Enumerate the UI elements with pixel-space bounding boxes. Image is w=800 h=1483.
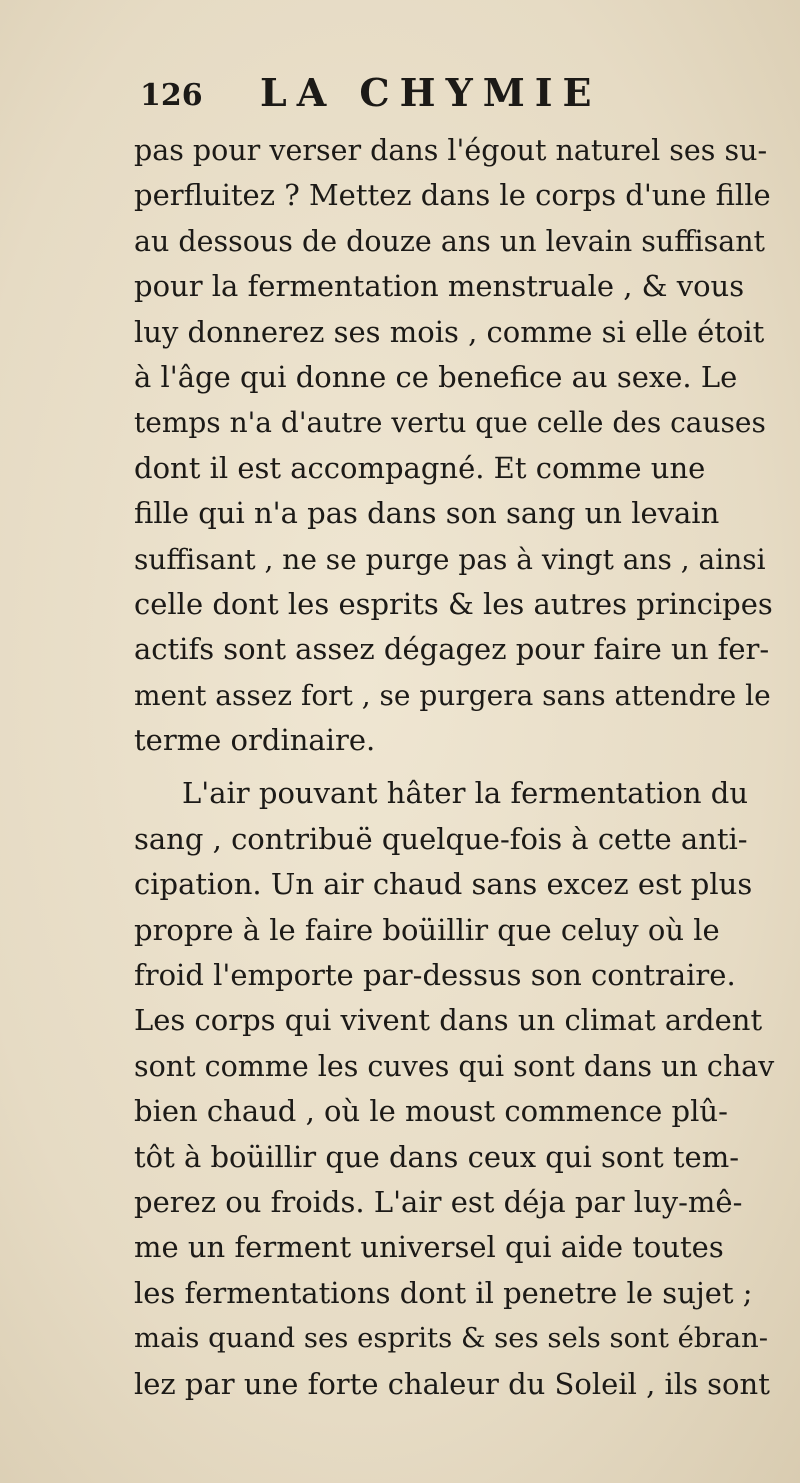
text-line: pour la fermentation menstruale , & vous: [134, 269, 745, 304]
text-line: Les corps qui vivent dans un climat ardent: [134, 1003, 763, 1038]
text-line: tôt à boüillir que dans ceux qui sont tem-: [134, 1139, 740, 1174]
text-line: L'air pouvant hâter la fermentation du: [182, 776, 749, 811]
text-line: luy donnerez ses mois , comme si elle étoit: [134, 314, 765, 349]
text-line: au dessous de douze ans un levain suffisant: [134, 224, 766, 258]
text-line: pas pour verser dans l'égout naturel ses su-: [134, 134, 768, 167]
text-line: mais quand ses esprits & ses sels sont ébran-: [134, 1322, 769, 1355]
text-line: suffisant , ne se purge pas à vingt ans , ainsi: [134, 542, 766, 576]
text-line: les fermentations dont il penetre le sujet ;: [134, 1275, 753, 1310]
text-line: froid l'emporte par-dessus son contraire.: [134, 958, 736, 993]
text-line: temps n'a d'autre vertu que celle des causes: [134, 406, 766, 440]
text-line: sang , contribuë quelque-fois à cette anti-: [134, 821, 748, 856]
body-text: [134, 128, 774, 1407]
paragraph-1: [134, 128, 774, 763]
text-line: ment assez fort , se purgera sans attendre le: [134, 678, 771, 712]
running-head: LA CHYMIE: [260, 70, 602, 115]
text-line: celle dont les esprits & les autres principes: [134, 586, 773, 621]
page-header: [140, 70, 720, 120]
text-line: cipation. Un air chaud sans excez est plus: [134, 867, 753, 902]
text-line: me un ferment universel qui aide toutes: [134, 1230, 724, 1265]
text-line: fille qui n'a pas dans son sang un levain: [134, 496, 720, 531]
text-line: actifs sont assez dégagez pour faire un fer-: [134, 632, 770, 667]
text-line: lez par une forte chaleur du Soleil , ils sont: [134, 1366, 770, 1401]
text-line: sont comme les cuves qui sont dans un chav: [134, 1049, 775, 1083]
text-line: perfluitez ? Mettez dans le corps d'une fille: [134, 178, 771, 213]
text-line: à l'âge qui donne ce benefice au sexe. Le: [134, 359, 738, 394]
text-line: terme ordinaire.: [134, 723, 376, 758]
text-line: propre à le faire boüillir que celuy où le: [134, 912, 720, 947]
page-number: 126: [140, 78, 203, 113]
text-line: bien chaud , où le moust commence plû-: [134, 1094, 728, 1129]
text-line: dont il est accompagné. Et comme une: [134, 450, 706, 485]
text-line: perez ou froids. L'air est déja par luy-mê-: [134, 1184, 743, 1219]
paragraph-2: [134, 771, 774, 1406]
